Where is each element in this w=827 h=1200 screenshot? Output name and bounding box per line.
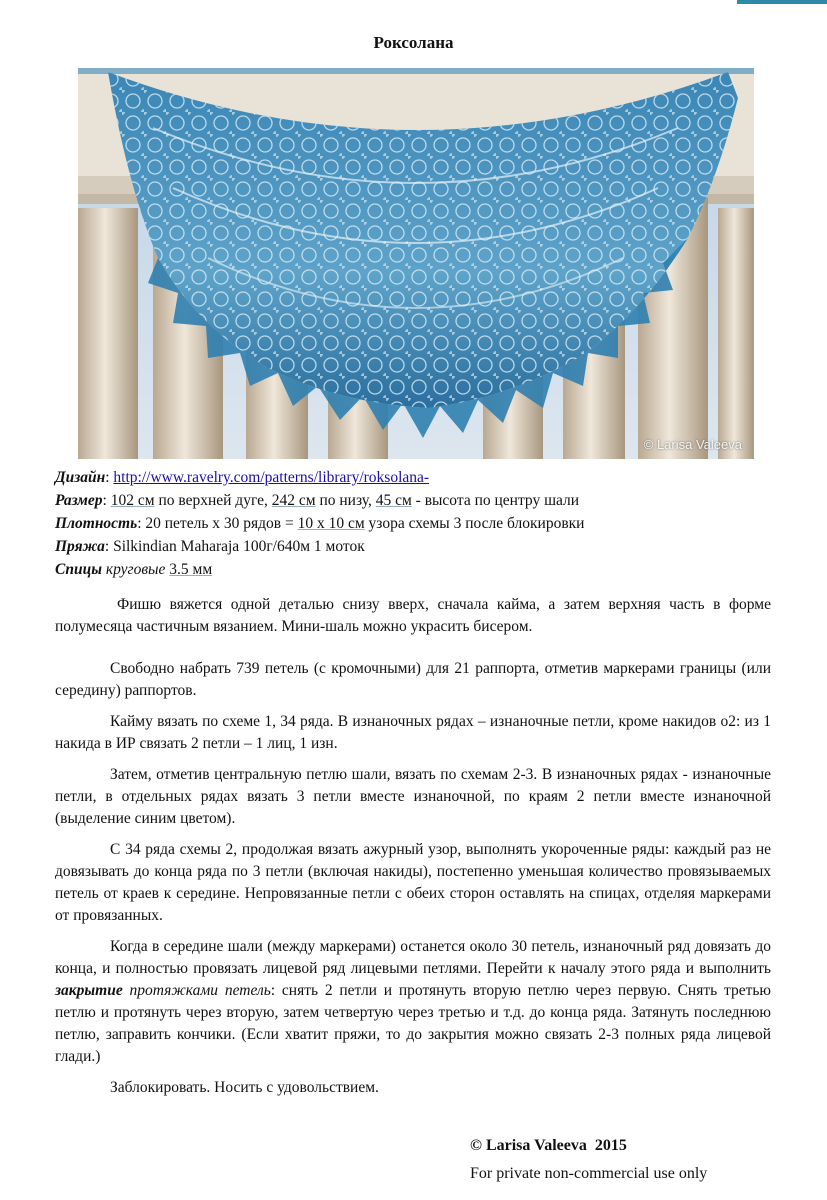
gauge-row: [55, 512, 775, 535]
page-title: Роксолана: [373, 33, 454, 52]
shawl-photo: [78, 68, 754, 459]
bind-off-text-2: : снять 2 петли и протянуть вторую петлю через первую. Снять третью петлю и протянуть через вторую, затем четвертую через третью и т.д. до конца ряда. Затянуть последнюю петлю, заправить кончики. (Если хватит пряжи, то до закрытия можно связать 2-3 полных ряда лицевой глади.): [55, 982, 772, 1065]
size-bottom-text: по низу,: [315, 492, 376, 509]
gauge-label: Плотность: [55, 515, 138, 532]
gauge-text-1: : 20 петель х 30 рядов =: [137, 515, 298, 532]
yarn-label: Пряжа: [55, 538, 105, 555]
paragraph-border: Кайму вязать по схеме 1, 34 ряда. В изнаночных рядах – изнаночные петли, кроме накидов о2: из 1 накида в ИР связать 2 петли – 1 лиц, 1 изн.: [55, 713, 771, 752]
usage-note: For private non-commercial use only: [470, 1165, 708, 1182]
footer: [470, 1132, 707, 1188]
size-bottom-value: 242 см: [271, 492, 316, 509]
design-row: Дизайн: http://www.ravelry.com/patterns/library/roksolana-: [55, 469, 430, 486]
paragraph-cast-on: Свободно набрать 739 петель (с кромочными) для 21 раппорта, отметив маркерами границы (или середину) раппортов.: [55, 660, 771, 699]
size-row: Размер: 102 см по верхней дуге, 242 см по низу, 45 см - высота по центру шали: [55, 492, 580, 509]
top-accent-line: [737, 0, 827, 4]
photo-credit: © Larisa Valeeva: [643, 437, 742, 452]
copyright-year: 2015: [594, 1137, 627, 1154]
size-height-text: - высота по центру шали: [411, 492, 580, 509]
needles-size: 3.5 мм: [169, 561, 213, 578]
instructions: [55, 594, 771, 1108]
design-label: Дизайн: [55, 469, 106, 486]
pattern-details: [55, 466, 775, 581]
size-label: Размер: [55, 492, 103, 509]
yarn-row: [55, 535, 775, 558]
size-top-value: 102 см: [110, 492, 155, 509]
gauge-text-2: узора схемы 3 после блокировки: [364, 515, 585, 532]
size-height-value: 45 см: [375, 492, 412, 509]
bind-off-text-1: Когда в середине шали (между маркерами) останется около 30 петель, изнаночный ряд довязать до конца, и полностью провязать лицевой ряд лицевыми петлями. Перейти к началу этого ряда и выполнить: [55, 938, 771, 977]
copyright: © Larisa Valeeva: [470, 1137, 587, 1154]
needles-type: круговые: [105, 561, 166, 578]
paragraph-bind-off: [55, 936, 771, 1068]
bind-off-term: закрытие: [55, 982, 123, 999]
design-link[interactable]: http://www.ravelry.com/patterns/library/roksolana-: [113, 469, 430, 486]
paragraph-short-rows: С 34 ряда схемы 2, продолжая вязать ажурный узор, выполнять укороченные ряды: каждый раз не довязывать до конца ряда по 3 петли (включая накиды), постепенно уменьшая количество провязываемых петель от краев к середине. Непровязанные петли с обеих сторон оставлять на спицах, отделяя маркерами от провязанных.: [55, 841, 771, 924]
copyright-line: [470, 1132, 707, 1160]
paragraph-blocking: Заблокировать. Носить с удовольствием.: [110, 1079, 379, 1096]
gauge-value: 10 х 10 см: [297, 515, 365, 532]
bind-off-method: протяжками петель: [129, 982, 271, 999]
yarn-text: : Silkindian Maharaja 100г/640м 1 моток: [104, 538, 365, 555]
paragraph-charts: Затем, отметив центральную петлю шали, вязать по схемам 2-3. В изнаночных рядах - изнаночные петли, в отдельных рядах вязать 3 петли вместе изнаночной, по краям 2 петли вместе изнаночной (выделение синим цветом).: [55, 766, 771, 827]
shawl-illustration: [78, 68, 754, 459]
size-top-text: по верхней дуге,: [154, 492, 272, 509]
needles-label: Спицы: [55, 561, 102, 578]
paragraph-intro: Фишю вяжется одной деталью снизу вверх, сначала кайма, а затем верхняя часть в форме полумесяца частичным вязанием. Мини-шаль можно украсить бисером.: [55, 596, 771, 635]
needles-row: [55, 558, 775, 581]
